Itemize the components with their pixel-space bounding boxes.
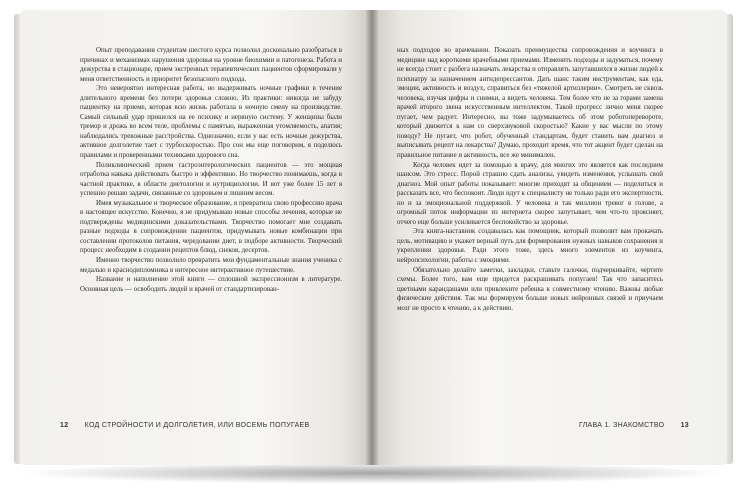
paragraph: Имея музыкальное и творческое образование, я превратила свою профессию врача в настоящее искусство. Конечно, я не придумываю новые способы лечения, которые не подтверждены медицинскими доказательствами. Творчество помогает мне создавать разные подходы в сопровождении пациентов, придумывать новые комбинации при составлении протоколов питания, чередовании диет, в подборе активности. Творческий процесс необходим в создании рецептов блюд, снеков, десертов. [80,199,342,255]
right-page [373,10,727,465]
paragraph: Когда человек идет за помощью к врачу, для многих это является как последним шансом. Это стресс. Порой страшно сдать анализы, увидеть изменения, услышать свой диагноз. Мой опыт работы показывает: многие приходят за общением — поделиться и рассказать все, что беспокоит. Люди идут к специалисту не только ради его экспертности, но и за эмоциональной поддержкой. У человека и так миллион тревог в голове, а огромный поток информации из интернета скорее запутывает, чем что-то проясняет, отчего еще больше усиливается беспокойство за здоровье. [397,161,663,226]
book-spine [366,10,378,465]
paragraph: Опыт преподавания студентам шестого курса позволил досконально разобраться в причинах и механизмах нарушения здоровья на уровне биохимии и патогенеза. Работа и дежурства в стационаре, прием экстренных терапевтических пациентов сформировали у меня ответственность и приоритет безопасного подхода. [80,47,342,83]
paragraph: Поликлинический прием гастроэнтерологических пациентов — это мощная отработка навыка действовать быстро и эффективно. Но творчество понимаешь, когда в частной практике, в области диетологии и нутрициологии. И вот уже более 15 лет я успешно решаю задачи, связанные со здоровьем и лишним весом. [80,161,342,198]
paragraph: ных подходов во врачевании. Показать преимущества сопровождения и коучинга в медицине над короткими врачебными приемами. Изменить подходы и задуматься, почему не всегда стоит с разбега назначать лекарства и отправлять запутавшихся в жизни людей к психиатру за назначением антидепрессантов. Дать шанс таким инструментам, как еда, эмоции, активность и воздух, справиться без «тяжелой артиллерии». Смотреть не сквозь человека, изучая цифры и снимки, а видеть человека. Тем более что не за горами замена врачей второго звена искусственным интеллектом. Такой прогресс лично меня скорее пугает, чем радует. Интересно, вы тоже задумываетесь об этом роботоперевороте, который движется к нам со сверхзвуковой скоростью? Какие у вас мысли по этому поводу? Не пугает, что робот, обученный стандартам, будет ставить вам диагноз и выписывать рецепт на лекарства? Думаю, проходит время, что тот акцент будет сделан на правильное питание и активность, все же минимален. [397,47,663,160]
paragraph: Обязательно делайте заметки, закладки, ставьте галочки, подчеркивайте, чертите схемы. Более того, вам еще придется раскрашивать попугаев! Так что запаситесь цветными карандашами или привлеките ребенка к совместному чтению. Важны любые физические действия. Так мы формируем больше новых нейронных связей и приучаем мозг не просто к чтению, а к действию. [397,266,663,312]
running-title: ГЛАВА 1. ЗНАКОМСТВО [578,422,665,429]
left-page [20,10,370,465]
book-shadow [18,462,728,484]
right-footer [529,422,689,429]
paragraph: Это невероятно интересная работа, но выдерживать ночные графики в течение длительного времени без потери здоровья сложно. Из практики: никогда не забуду пациентку на приеме, которая всю жизнь работала в ночную смену на производстве. Самый сильный удар пришелся на ее психику и нервную систему. У женщины были тремор и дрожь во всем теле, проблемы с памятью, выраженная утомляемость, апатия; наблюдались тревожные расстройства. Однозначно, если у вас есть ночные дежурства, активное долголетие тает с турбоскоростью. Про сон мы еще поговорим, я поделюсь правилами и проверенными техниками здорового сна. [80,85,342,160]
paragraph: Эта книга-наставник создавалась как помощник, который позволит вам прокачать цель, мотивацию и укажет верный путь для формирования нужных навыков сохранения и укрепления здоровья. Ради этого тоже, здесь много элементов из коучинга, нейропсихологии, работы с эмоциями. [397,228,663,265]
left-page-text [80,46,342,294]
right-page-text [397,46,663,313]
running-title: КОД СТРОЙНОСТИ И ДОЛГОЛЕТИЯ, ИЛИ ВОСЕМЬ ПОПУГАЕВ [84,422,310,429]
page-number: 13 [680,422,689,429]
page-number: 12 [60,422,69,429]
paragraph: Название и наполнение этой книги — сплошной экспрессионизм в литературе. Основная цель — освободить людей и врачей от стандартизирован- [80,276,342,293]
left-footer [60,422,350,429]
paragraph: Именно творчество позволило превратить мои фундаментальные знания ученика с медалью и краснодипломника в интересное интерактивное путешествие. [80,257,342,274]
